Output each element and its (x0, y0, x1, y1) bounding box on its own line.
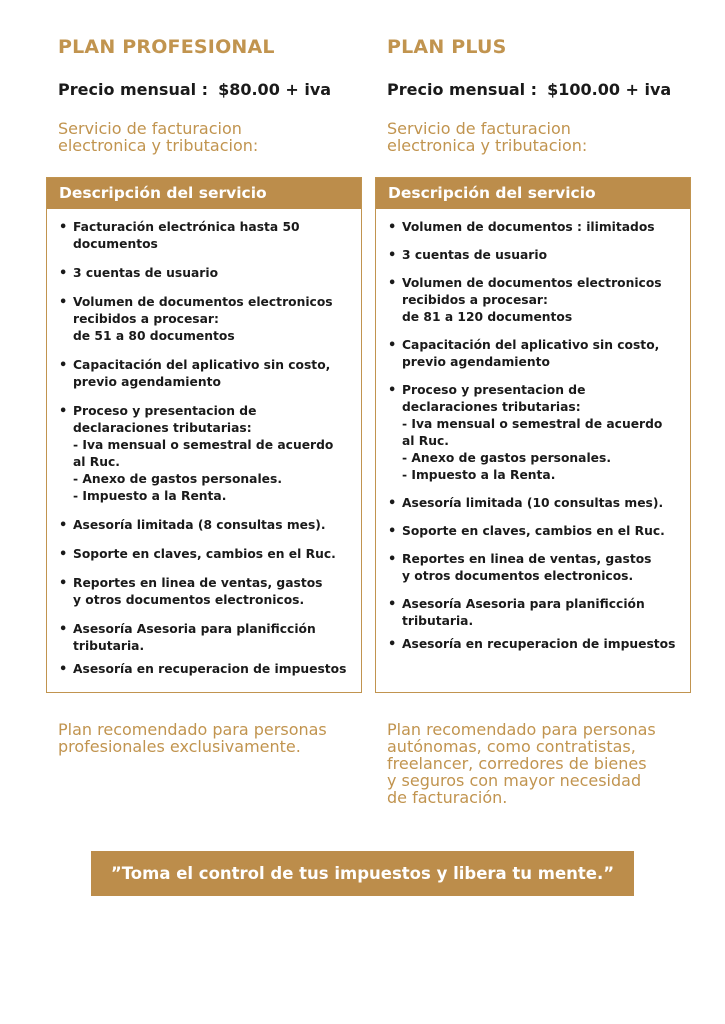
service-card (375, 177, 691, 693)
plan-recommendation: Plan recomendado para personas autónomas, como contratistas, freelancer, corredores de bienes y seguros con mayor necesidad de facturación. (387, 720, 656, 807)
feature-item: • Asesoría limitada (8 consultas mes). (59, 517, 355, 534)
price-label: Precio mensual : (387, 80, 538, 99)
feature-item: • Soporte en claves, cambios en el Ruc. (388, 523, 684, 540)
service-card (46, 177, 362, 693)
service-description: Servicio de facturacion electronica y tributacion: (58, 119, 259, 155)
feature-item: • Facturación electrónica hasta 50 documentos (59, 219, 355, 253)
price-value: $100.00 + iva (547, 80, 672, 99)
feature-item: • Volumen de documentos electronicos recibidos a procesar: de 81 a 120 documentos (388, 275, 684, 326)
feature-item: • Proceso y presentacion de declaraciones tributarias: - Iva mensual o semestral de acuerdo al Ruc. - Anexo de gastos personales. - Impuesto a la Renta. (388, 382, 684, 484)
plan-title: PLAN PLUS (387, 36, 507, 58)
feature-item: • Soporte en claves, cambios en el Ruc. (59, 546, 355, 563)
feature-item: • Reportes en linea de ventas, gastos y otros documentos electronicos. (388, 551, 684, 585)
feature-item: • Asesoría limitada (10 consultas mes). (388, 495, 684, 512)
feature-item: • Volumen de documentos electronicos recibidos a procesar: de 51 a 80 documentos (59, 294, 355, 345)
feature-item: • Proceso y presentacion de declaraciones tributarias: - Iva mensual o semestral de acuerdo al Ruc. - Anexo de gastos personales. - Impuesto a la Renta. (59, 403, 355, 505)
slogan-banner: ”Toma el control de tus impuestos y libera tu mente.” (91, 851, 634, 896)
service-description: Servicio de facturacion electronica y tributacion: (387, 119, 588, 155)
feature-item: • Asesoría en recuperacion de impuestos (388, 636, 684, 653)
feature-item: • 3 cuentas de usuario (388, 247, 684, 264)
feature-item: • Asesoría Asesoria para planificción tributaria. (388, 596, 684, 630)
feature-item: • Reportes en linea de ventas, gastos y otros documentos electronicos. (59, 575, 355, 609)
price-row (387, 80, 671, 99)
price-value: $80.00 + iva (218, 80, 332, 99)
feature-list (47, 209, 361, 678)
price-label: Precio mensual : (58, 80, 209, 99)
card-header: Descripción del servicio (376, 178, 690, 209)
feature-item: • Asesoría Asesoria para planificción tributaria. (59, 621, 355, 655)
feature-item: • 3 cuentas de usuario (59, 265, 355, 282)
feature-item: • Capacitación del aplicativo sin costo, previo agendamiento (59, 357, 355, 391)
feature-item: • Volumen de documentos : ilimitados (388, 219, 684, 236)
feature-list (376, 209, 690, 653)
plan-title: PLAN PROFESIONAL (58, 36, 275, 58)
feature-item: • Asesoría en recuperacion de impuestos (59, 661, 355, 678)
feature-item: • Capacitación del aplicativo sin costo, previo agendamiento (388, 337, 684, 371)
plan-recommendation: Plan recomendado para personas profesionales exclusivamente. (58, 720, 327, 756)
price-row (58, 80, 331, 99)
card-header: Descripción del servicio (47, 178, 361, 209)
